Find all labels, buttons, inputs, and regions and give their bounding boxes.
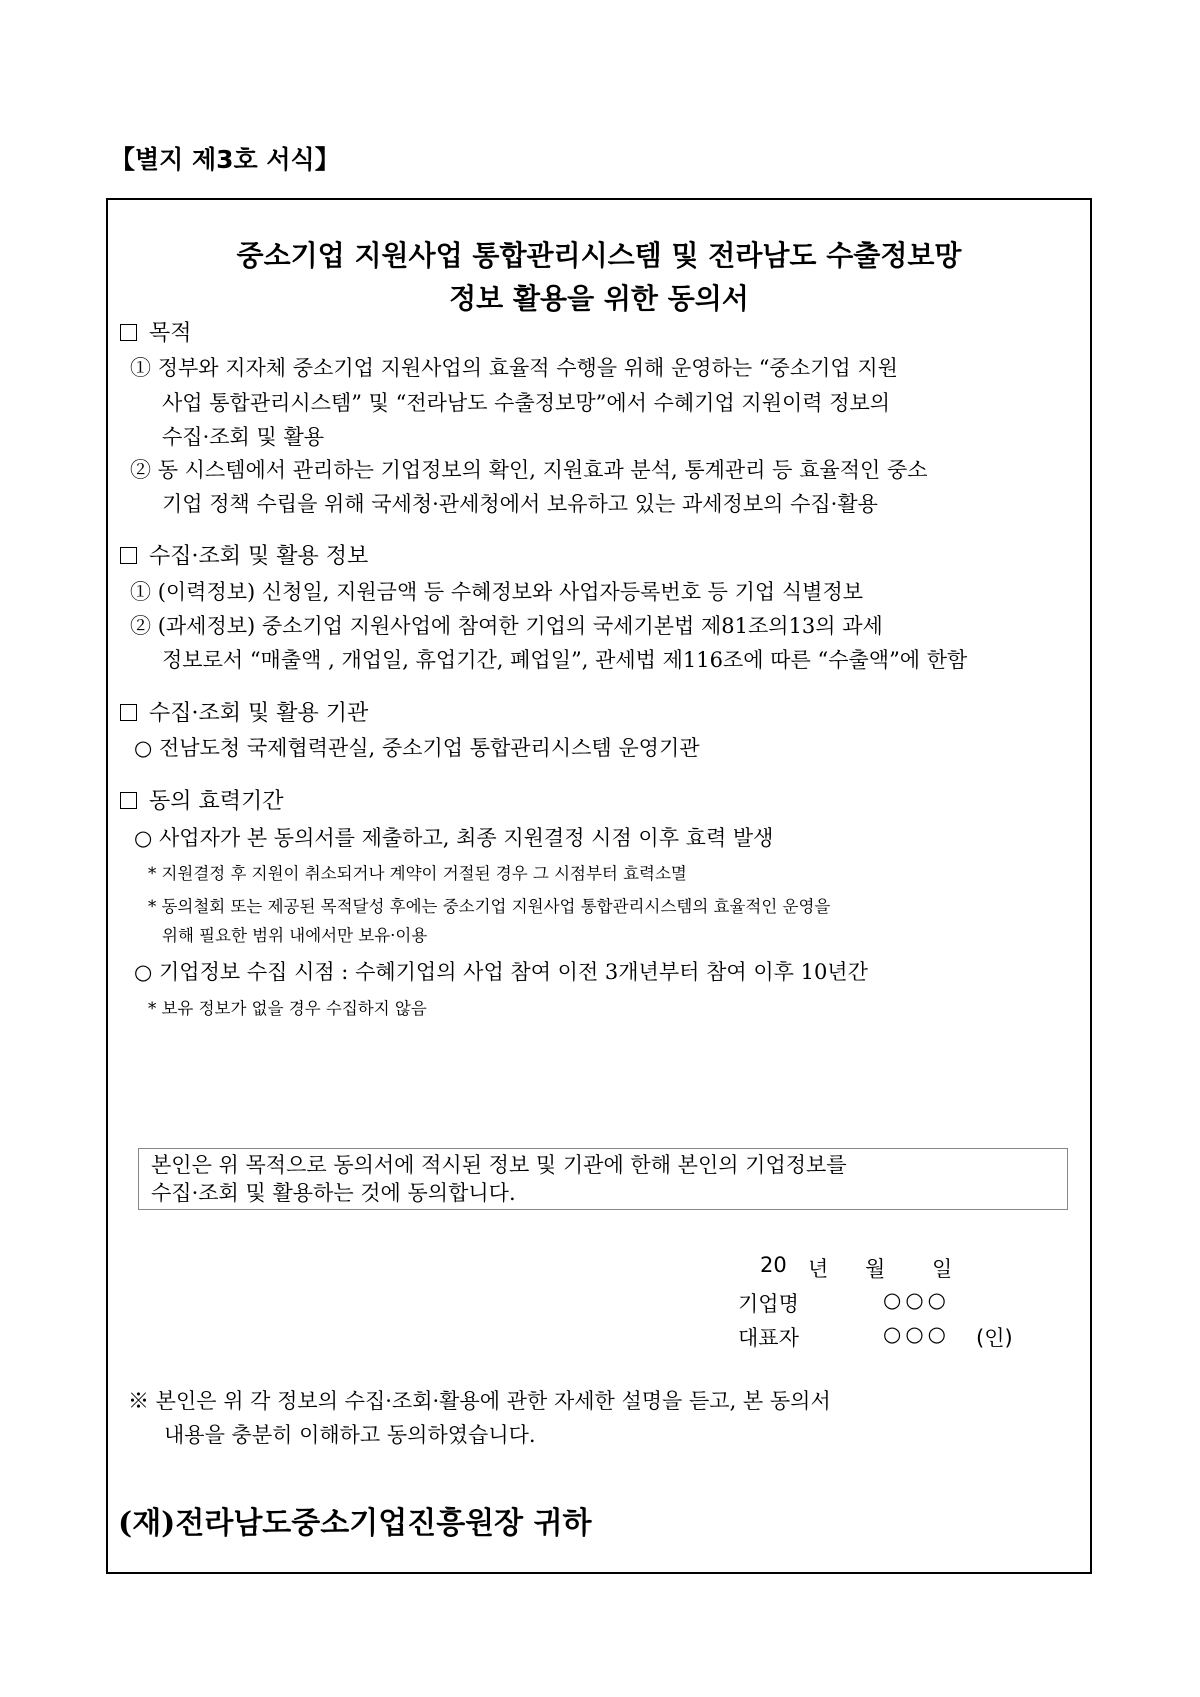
- form-title-line1: 중소기업 지원사업 통합관리시스템 및 전라남도 수출정보망: [236, 239, 962, 272]
- period-item-1: ○ 사업자가 본 동의서를 제출하고, 최종 지원결정 시점 이후 효력 발생: [134, 826, 774, 850]
- consent-statement-box: [138, 1148, 1068, 1210]
- purpose-item-2: [130, 456, 928, 484]
- period-note-3: * 보유 정보가 없을 경우 수집하지 않음: [148, 999, 427, 1018]
- info-item-1: [130, 578, 863, 606]
- representative-value: ○○○: [883, 1322, 950, 1346]
- item-text: 정부와 지자체 중소기업 지원사업의 효율적 수행을 위해 운영하는 “중소기업 지원: [157, 356, 898, 380]
- circled-number: ①: [130, 580, 151, 604]
- recipient-line: (재)전라남도중소기업진흥원장 귀하: [118, 1506, 592, 1541]
- section-heading-text: 목적: [149, 321, 192, 346]
- period-item-2: ○ 기업정보 수집 시점 : 수혜기업의 사업 참여 이전 3개년부터 참여 이후 10년간: [134, 960, 868, 984]
- section-heading-text: 수집·조회 및 활용 기관: [149, 701, 369, 726]
- period-note-1: * 지원결정 후 지원이 취소되거나 계약이 거절된 경우 그 시점부터 효력소멸: [148, 864, 687, 883]
- form-title-line2: 정보 활용을 위한 동의서: [449, 282, 749, 315]
- info-item-2: [130, 612, 883, 640]
- checkbox-square-icon: [120, 704, 137, 721]
- circled-number: ①: [130, 356, 151, 380]
- purpose-item-1-cont2: 수집·조회 및 활용: [162, 425, 325, 449]
- item-text: (과세정보) 중소기업 지원사업에 참여한 기업의 국세기본법 제81조의13의 과세: [157, 614, 883, 638]
- period-note-2: * 동의철회 또는 제공된 목적달성 후에는 중소기업 지원사업 통합관리시스템의 효율적인 운영을: [148, 897, 831, 916]
- company-name-label: 기업명: [738, 1292, 799, 1316]
- company-name-value: ○○○: [883, 1288, 950, 1312]
- date-year-unit: 년: [808, 1257, 829, 1281]
- section-purpose-heading: [120, 320, 192, 348]
- notice-line-2: 내용을 충분히 이해하고 동의하였습니다.: [164, 1423, 536, 1447]
- item-text: 동 시스템에서 관리하는 기업정보의 확인, 지원효과 분석, 통계관리 등 효율적인 중소: [157, 458, 928, 482]
- purpose-item-1-cont: 사업 통합관리시스템” 및 “전라남도 수출정보망”에서 수혜기업 지원이력 정보의: [162, 391, 891, 415]
- period-note-2-cont: 위해 필요한 범위 내에서만 보유·이용: [162, 926, 428, 945]
- representative-label: 대표자: [738, 1326, 799, 1350]
- form-label: 【별지 제3호 서식】: [110, 145, 340, 174]
- date-month-unit: 월: [865, 1257, 886, 1281]
- section-heading-text: 동의 효력기간: [149, 789, 284, 814]
- checkbox-square-icon: [120, 547, 137, 564]
- purpose-item-2-cont: 기업 정책 수립을 위해 국세청·관세청에서 보유하고 있는 과세정보의 수집·활용: [162, 492, 878, 516]
- consent-line-1: 본인은 위 목적으로 동의서에 적시된 정보 및 기관에 한해 본인의 기업정보를: [151, 1153, 847, 1177]
- section-period-heading: [120, 788, 284, 816]
- circled-number: ②: [130, 614, 151, 638]
- notice-line-1: ※ 본인은 위 각 정보의 수집·조회·활용에 관한 자세한 설명을 듣고, 본 동의서: [128, 1389, 831, 1413]
- circled-number: ②: [130, 458, 151, 482]
- checkbox-square-icon: [120, 324, 137, 341]
- section-heading-text: 수집·조회 및 활용 정보: [149, 544, 369, 569]
- consent-form: [106, 198, 1092, 1574]
- info-item-2-cont: 정보로서 “매출액 , 개업일, 휴업기간, 폐업일”, 관세법 제116조에 따른 “수출액”에 한함: [162, 648, 968, 672]
- agency-item: ○ 전남도청 국제협력관실, 중소기업 통합관리시스템 운영기관: [134, 736, 700, 760]
- section-info-heading: [120, 543, 368, 571]
- date-day-unit: 일: [932, 1257, 953, 1281]
- consent-line-2: 수집·조회 및 활용하는 것에 동의합니다.: [151, 1181, 516, 1205]
- section-agency-heading: [120, 700, 368, 728]
- purpose-item-1: [130, 354, 898, 382]
- date-year: 20: [760, 1253, 787, 1277]
- seal-mark: (인): [976, 1326, 1013, 1350]
- item-text: (이력정보) 신청일, 지원금액 등 수혜정보와 사업자등록번호 등 기업 식별정보: [157, 580, 864, 604]
- checkbox-square-icon: [120, 792, 137, 809]
